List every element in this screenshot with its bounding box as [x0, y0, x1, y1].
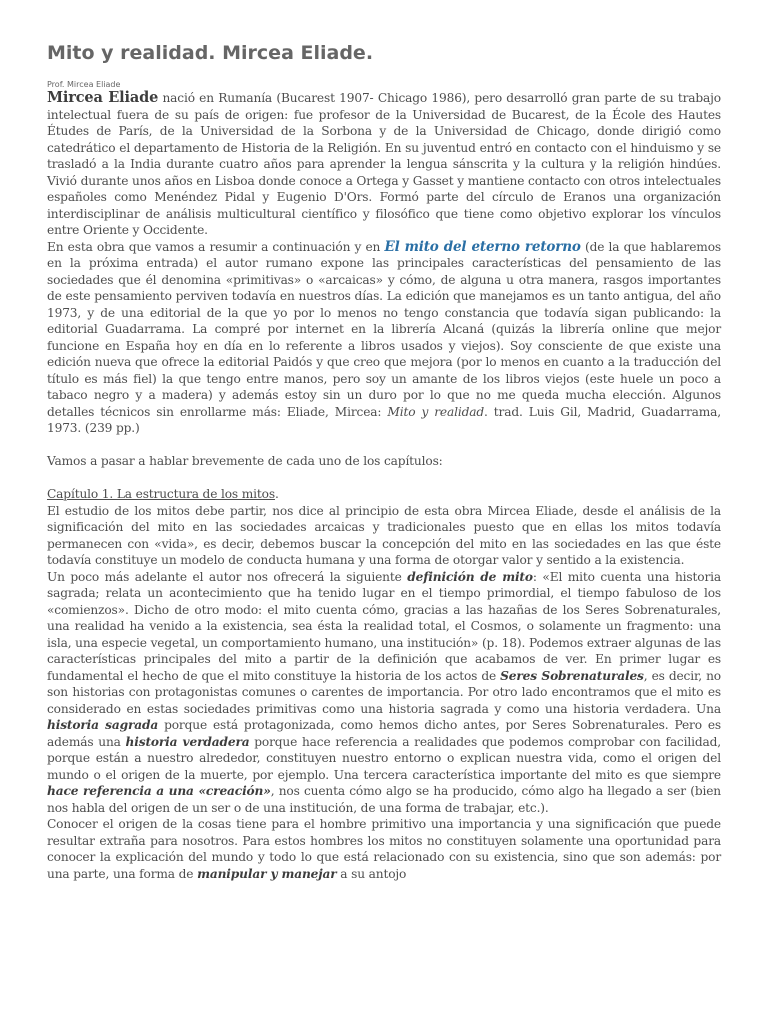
- intro-text: nació en Rumanía (Bucarest 1907- Chicago 1986), pero desarrolló gran parte de su trabajo intelectual fuera de su país de origen: fue profesor de la Universidad de Bucarest, de la École des Hautes Études de París, de la Universidad de la Sorbona y de la Universidad de Chicago, donde dirigió como catedrático el departamento de Historia de la Religión. En su juventud entró en contacto con el hinduismo y se trasladó a la India durante cuatro años para aprender la lengua sánscrita y la cultura y la religión hindúes. Vivió durante unos años en Lisboa donde conoce a Ortega y Gasset y mantiene contacto con otros intelectuales españoles como Menéndez Pidal y Eugenio D'Ors. Formó parte del círculo de Eranos una organización interdisciplinar de análisis multicultural científico y filosófico que tiene como objetivo explorar los vínculos entre Oriente y Occidente.: [47, 91, 721, 237]
- paragraph-chapter-1: El estudio de los mitos debe partir, nos dice al principio de esta obra Mircea Eliade, desde el análisis de la significación del mito en las sociedades arcaicas y tradicionales puesto que en ellas los mitos todavía permanecen con «vida», es decir, debemos buscar la concepción del mito en las sociedades en las que éste todavía constituye un modelo de conducta humana y una forma de otorgar valor y sentido a la existencia.: [47, 503, 721, 567]
- definition-text-6: , nos cuenta cómo algo se ha producido, cómo algo ha llegado a ser (bien nos habla del origen de un ser o de una institución, de una forma de trabajar, etc.).: [47, 784, 722, 815]
- edition-text-3: . trad. Luis Gil, Madrid, Guadarrama, 1973. (239 pp.): [47, 404, 721, 435]
- conclusion-text-2: a su antojo: [336, 866, 407, 881]
- definition-text-2: : «El mito cuenta una historia sagrada; relata un acontecimiento que ha tenido lugar en el tiempo primordial, el tiempo fabuloso de los «comienzos». Dicho de otro modo: el mito cuenta cómo, gracias a las hazañas de los Seres Sobrenaturales, una realidad ha venido a la existencia, sea ésta la realidad total, el Cosmos, o solamente un fragmento: una isla, una especie vegetal, un comportamiento humano, una institución» (p. 18). Podemos extraer algunas de las características principales del mito a partir de la definición que acabamos de ver. En primer lugar es fundamental el hecho de que el mito constituye la historia de los actos de: [47, 569, 721, 683]
- emphasis-manipular-manejar: manipular y manejar: [197, 866, 337, 881]
- emphasis-historia-verdadera: historia verdadera: [125, 734, 250, 749]
- page-title: Mito y realidad. Mircea Eliade.: [47, 42, 374, 64]
- article-body: [47, 90, 721, 882]
- emphasis-creacion: hace referencia a una «creación»: [47, 784, 271, 798]
- definition-text-5: porque hace referencia a realidades que podemos comprobar con facilidad, porque están a nuestro alrededor, constituyen nuestro entorno o explican nuestra vida, como el origen del mundo o el origen de la muerte, por ejemplo. Una tercera característica importante del mito es que siempre: [47, 734, 721, 782]
- emphasis-definicion-mito: definición de mito: [407, 569, 533, 584]
- chapter-1-title: Capítulo 1. La estructura de los mitos: [47, 487, 275, 501]
- paragraph-intro: [47, 90, 721, 239]
- book-title: Mito y realidad: [387, 404, 485, 419]
- edition-text-1: En esta obra que vamos a resumir a continuación y en: [47, 239, 385, 254]
- paragraph-conclusion: [47, 816, 721, 882]
- emphasis-historia-sagrada: historia sagrada: [47, 718, 159, 732]
- byline: Prof. Mircea Eliade: [47, 80, 121, 89]
- conclusion-text-1: Conocer el origen de la cosas tiene para el hombre primitivo una importancia y una significación que puede resultar extraña para nosotros. Para estos hombres los mitos no constituyen solamente una oportunidad para conocer la explicación del mundo y todo lo que está relacionado con su existencia, sino que son además: por una parte, una forma de: [47, 817, 721, 881]
- edition-text-2: (de la que hablaremos en la próxima entrada) el autor rumano expone las principales características del pensamiento de las sociedades que él denomina «primitivas» o «arcaicas» y cómo, de alguna u otra manera, rasgos importantes de este pensamiento perviven todavía en nuestros días. La edición que manejamos es un tanto antigua, del año 1973, y de una editorial de la que yo por lo menos no tengo constancia que todavía sigan publicando: la editorial Guadarrama. La compré por internet en la librería Alcaná (quizás la librería online que mejor funcione en España hoy en día en lo referente a libros usados y viejos). Soy consciente de que existe una edición nueva que ofrece la editorial Paidós y que creo que mejora (por lo menos en cuanto a la traducción del título es más fiel) la que tengo entre manos, pero soy un amante de los libros viejos (este huele un poco a tabaco negro y a madera) y además estoy sin un duro por lo que no me queda mucha elección. Algunos detalles técnicos sin enrollarme más: Eliade, Mircea:: [47, 239, 721, 419]
- paragraph-chapters-intro: Vamos a pasar a hablar brevemente de cada uno de los capítulos:: [47, 454, 443, 468]
- definition-text-1: Un poco más adelante el autor nos ofrecerá la siguiente: [47, 569, 408, 584]
- book-link-eterno-retorno[interactable]: El mito del eterno retorno: [384, 238, 581, 255]
- paragraph-edition: [47, 239, 721, 437]
- chapter-1-heading: [47, 486, 721, 503]
- definition-text-4: porque está protagonizada, como hemos dicho antes, por Seres Sobrenaturales. Pero es además una: [47, 718, 721, 749]
- paragraph-definition: [47, 569, 721, 817]
- definition-text-3: , es decir, no son historias con protagonistas comunes o carentes de importancia. Por otro lado encontramos que el mito es considerado en estas sociedades primitivas como una historia sagrada y como una historia verdadera. Una: [47, 668, 721, 716]
- emphasis-seres-sobrenaturales: Seres Sobrenaturales: [500, 668, 644, 683]
- author-name: Mircea Eliade: [47, 89, 159, 106]
- chapter-1-title-tail: .: [274, 487, 279, 501]
